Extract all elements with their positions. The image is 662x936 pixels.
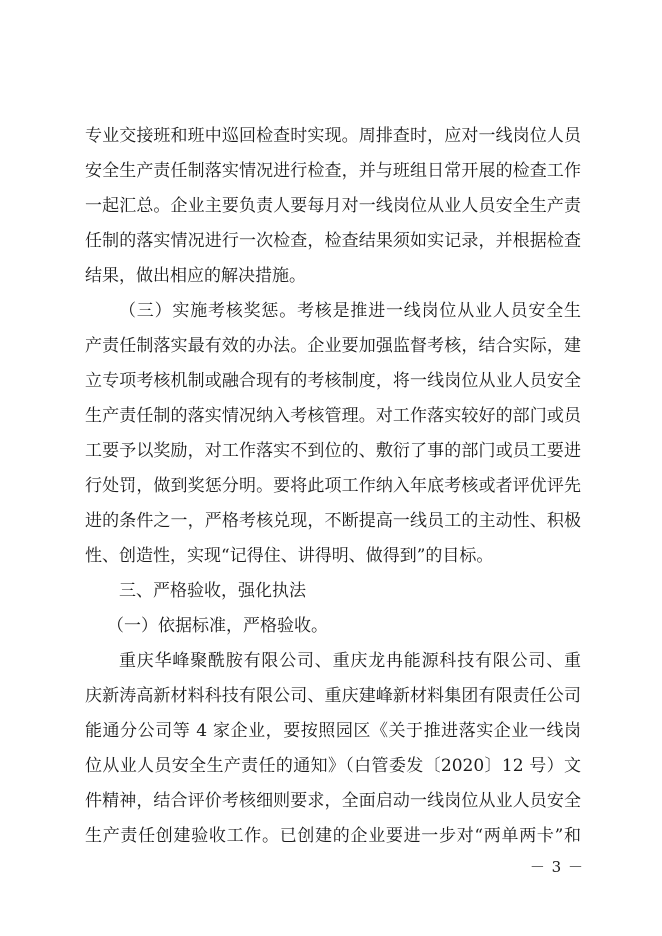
paragraph-line: 生产责任创建验收工作。已创建的企业要进一步对“两单两卡”和	[85, 826, 581, 846]
page-number: － 3 －	[529, 858, 584, 876]
section-heading: 三、严格验收，强化执法	[119, 581, 306, 601]
paragraph-line: 产责任制落实最有效的办法。企业要加强监督考核，结合实际，建	[85, 336, 581, 356]
document-body	[85, 119, 581, 854]
paragraph-line: 结果，做出相应的解决措施。	[85, 266, 306, 286]
paragraph-line: 位从业人员安全生产责任的通知》（白管委发〔2020〕12 号）文	[85, 756, 581, 776]
paragraph-line: 能通分公司等 4 家企业，要按照园区《关于推进落实企业一线岗	[85, 721, 581, 741]
paragraph-line: 立专项考核机制或融合现有的考核制度，将一线岗位从业人员安全	[85, 371, 581, 391]
paragraph-line: 任制的落实情况进行一次检查，检查结果须如实记录，并根据检查	[85, 231, 581, 251]
paragraph-line: 进的条件之一，严格考核兑现，不断提高一线员工的主动性、积极	[85, 511, 581, 531]
paragraph-line: 生产责任制的落实情况纳入考核管理。对工作落实较好的部门或员	[85, 406, 581, 426]
paragraph-line: 工要予以奖励，对工作落实不到位的、敷衍了事的部门或员工要进	[85, 441, 581, 461]
section-heading-line: （三）实施考核奖惩。考核是推进一线岗位从业人员安全生	[119, 301, 581, 321]
paragraph-line: 件精神，结合评价考核细则要求，全面启动一线岗位从业人员安全	[85, 791, 581, 811]
paragraph-line: 重庆华峰聚酰胺有限公司、重庆龙冉能源科技有限公司、重	[119, 651, 581, 671]
paragraph-line: 一起汇总。企业主要负责人要每月对一线岗位从业人员安全生产责	[85, 196, 581, 216]
paragraph-line: 安全生产责任制落实情况进行检查，并与班组日常开展的检查工作	[85, 161, 581, 181]
paragraph-line: 性、创造性，实现“记得住、讲得明、做得到”的目标。	[85, 546, 494, 566]
paragraph-line: 庆新涛高新材料科技有限公司、重庆建峰新材料集团有限责任公司	[85, 686, 581, 706]
subsection-heading: （一）依据标准，严格验收。	[107, 616, 328, 636]
paragraph-line: 专业交接班和班中巡回检查时实现。周排查时，应对一线岗位人员	[85, 126, 581, 146]
paragraph-line: 行处罚，做到奖惩分明。要将此项工作纳入年底考核或者评优评先	[85, 476, 581, 496]
